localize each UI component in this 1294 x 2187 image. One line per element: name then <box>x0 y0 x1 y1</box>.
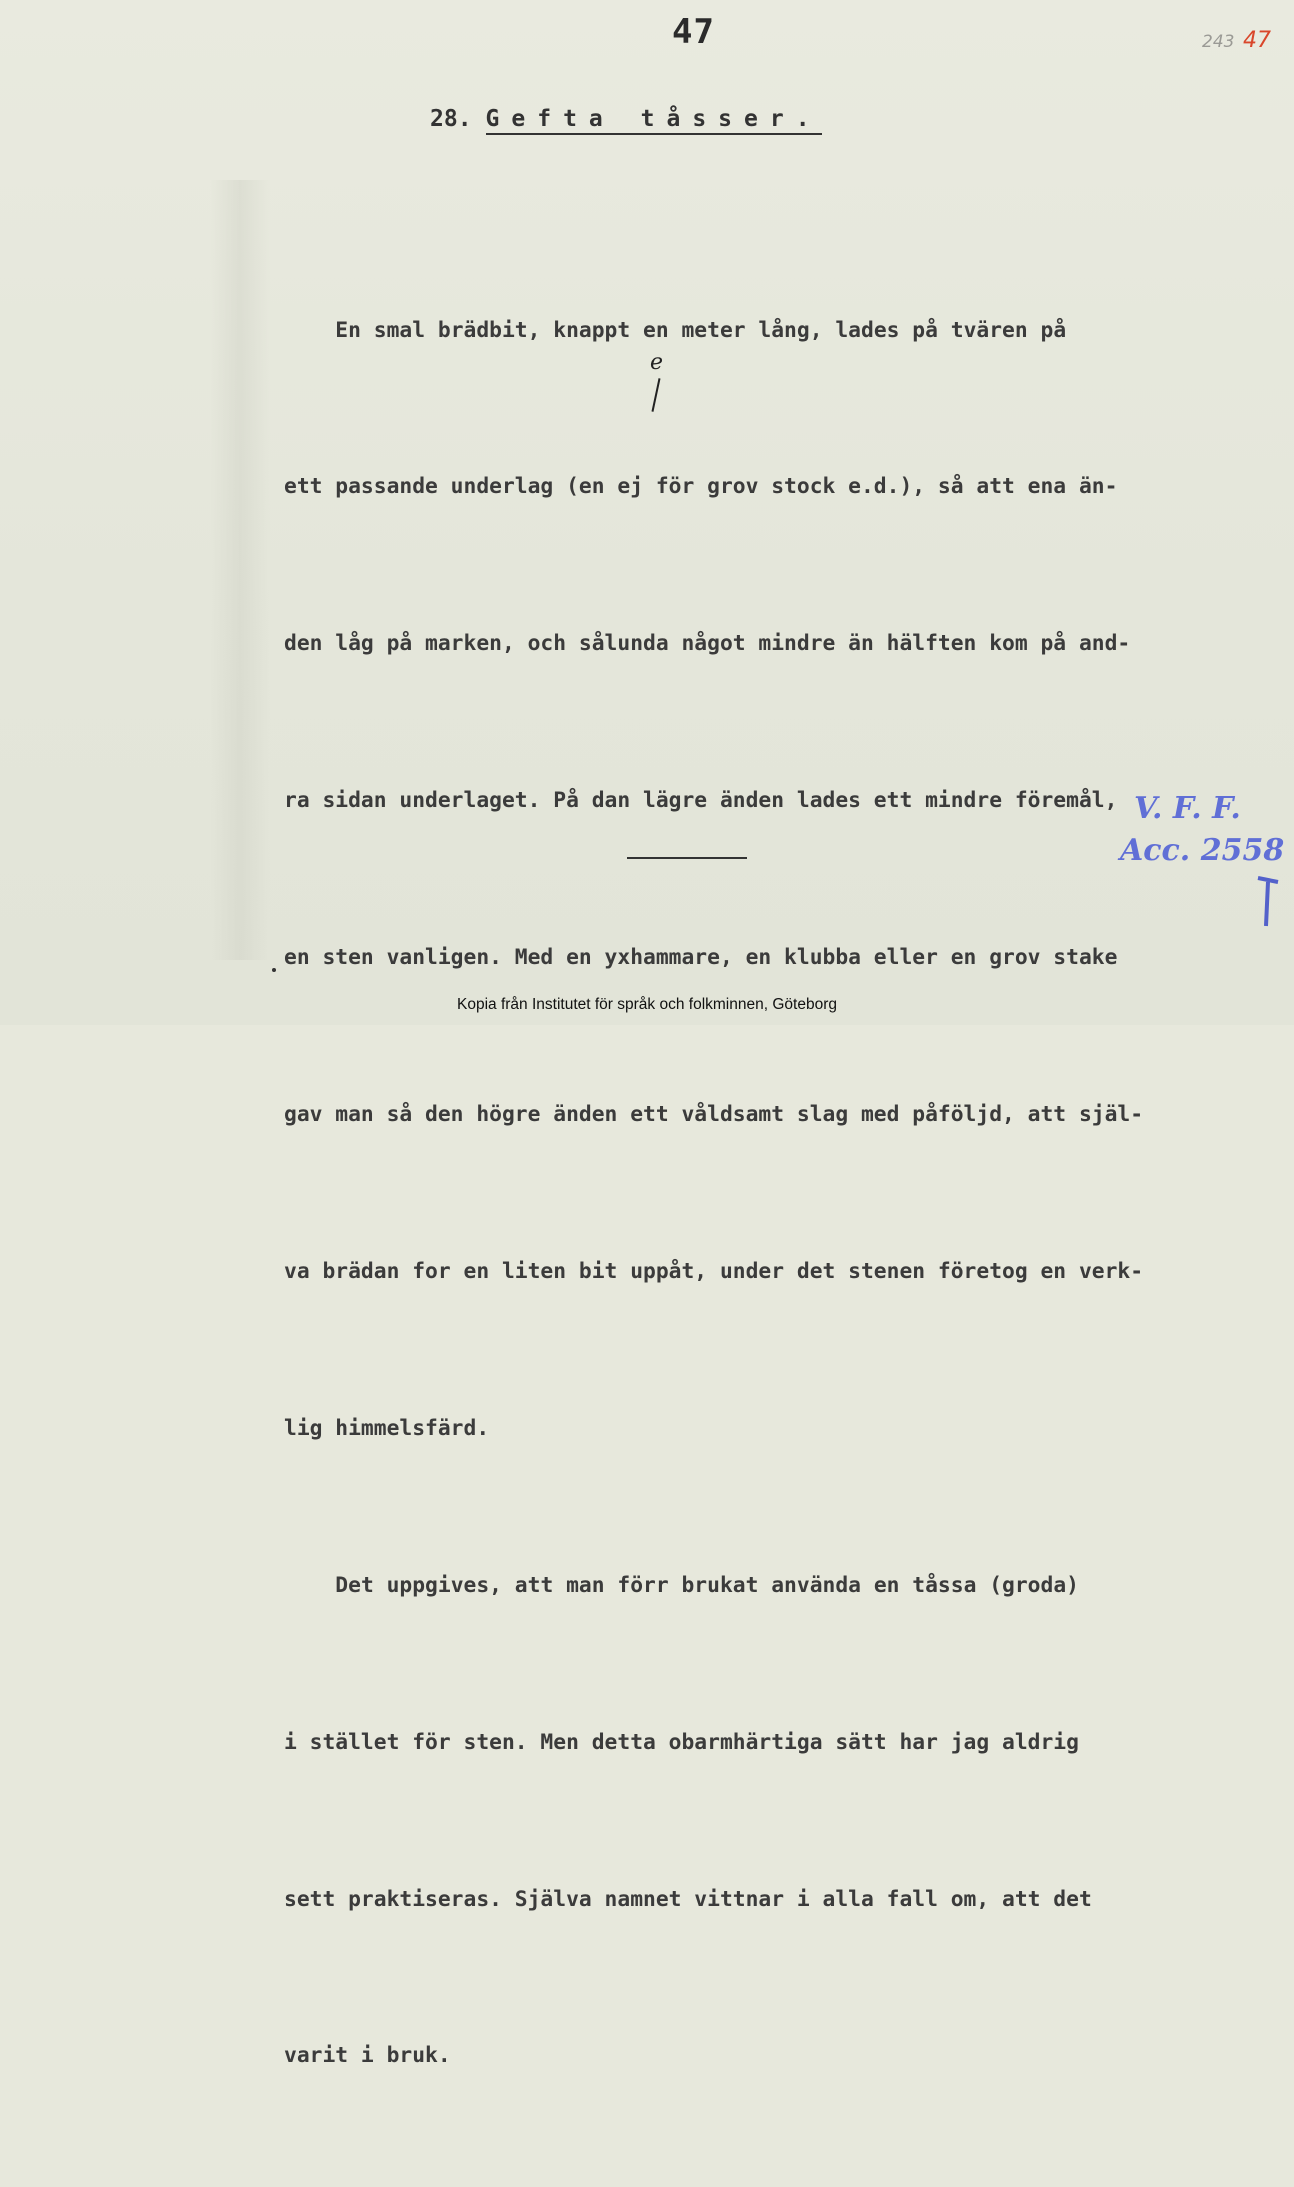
text-line: lig himmelsfärd. <box>284 1415 490 1441</box>
heading-number: 28. <box>430 106 472 132</box>
text-line: den låg på marken, och sålunda något mindre än hälften kom på and- <box>284 631 1131 657</box>
stamp-mark <box>1258 878 1278 926</box>
text-line: gav man så den högre änden ett våldsamt slag med påföljd, att själ- <box>284 1102 1144 1128</box>
heading-title: Gefta tåsser. <box>486 106 822 135</box>
handwritten-correction: e <box>650 350 664 375</box>
text-line: ra sidan underlaget. På dan lägre änden lades ett mindre föremål, <box>284 788 1118 814</box>
text-line <box>284 305 1274 357</box>
text-line: va brädan for en liten bit uppåt, under det stenen företog en verk- <box>284 1258 1144 1284</box>
ink-dot <box>272 968 276 972</box>
stamp-line2: Acc. 2558 <box>1120 833 1285 868</box>
text-line <box>284 1560 1274 1612</box>
text-line: varit i bruk. <box>284 2043 451 2069</box>
section-divider <box>627 857 747 859</box>
page-number: 47 <box>672 12 715 52</box>
scan-shadow <box>210 180 270 960</box>
text-line: en sten vanligen. Med en yxhammare, en klubba eller en grov stake <box>284 945 1118 971</box>
archive-stamp <box>1118 786 1288 936</box>
text-line-content: Det uppgives, att man förr brukat använda en tåssa (groda) <box>335 1572 1079 1598</box>
text-line-content: En smal brädbit, knappt en meter lång, lades på tvären på <box>335 317 1067 343</box>
body-text <box>284 200 1274 2187</box>
stamp-line1: V. F. F. <box>1134 791 1241 826</box>
footer-credit: Kopia från Institutet för språk och folkminnen, Göteborg <box>457 996 837 1013</box>
section-heading <box>430 106 822 132</box>
text-line: ett passande underlag (en ej för grov stock e.d.), så att ena än- <box>284 474 1118 500</box>
text-line: i stället för sten. Men detta obarmhärtiga sätt har jag aldrig <box>284 1729 1079 1755</box>
archive-number-red: 47 <box>1243 28 1271 53</box>
text-line: sett praktiseras. Själva namnet vittnar i alla fall om, att det <box>284 1886 1092 1912</box>
archive-number-pencil: 243 <box>1202 32 1235 52</box>
